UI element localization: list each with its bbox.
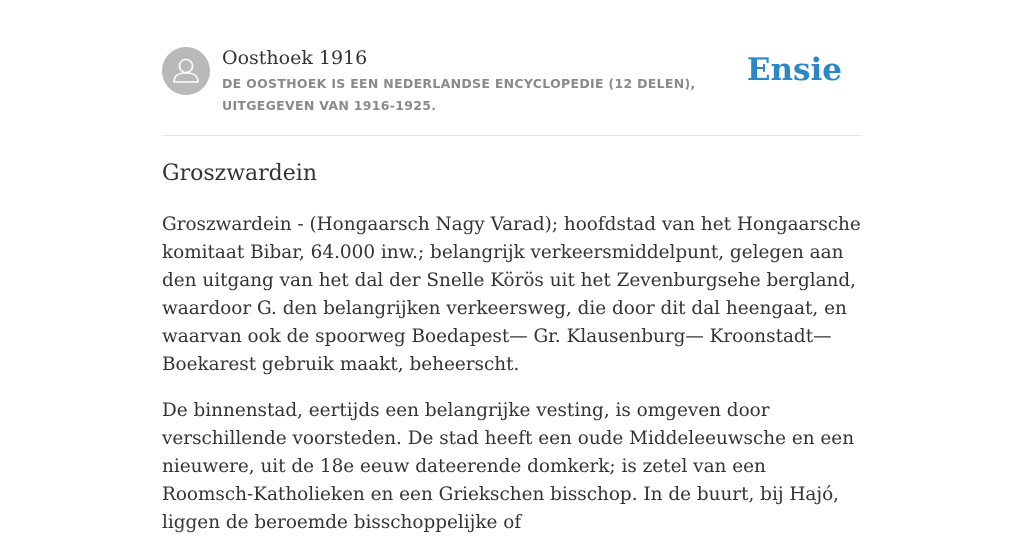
article-title: Groszwardein (162, 161, 317, 186)
article-paragraph-1: Groszwardein - (Hongaarsch Nagy Varad); hoofdstad van het Hongaarsche komitaat Bibar, 64.000 inw.; belangrijk verkeersmiddelpunt, gelegen aan den uitgang van het dal der Snelle Körös uit het Zevenburgsehe bergland, waardoor G. den belangrijken verkeersweg, die door dit dal heengaat, en waarvan ook de spoorweg Boedapest— Gr. Klausenburg— Kroonstadt— Boekarest gebruik maakt, beheerscht. (162, 214, 861, 375)
source-name[interactable]: Oosthoek 1916 (222, 47, 368, 69)
avatar (162, 47, 210, 95)
article (162, 158, 862, 555)
source-description: DE OOSTHOEK IS EEN NEDERLANDSE ENCYCLOPEDIE (12 DELEN), UITGEGEVEN VAN 1916-1925. (222, 76, 696, 113)
ensie-logo-link[interactable]: Ensie (746, 52, 842, 88)
user-icon (162, 47, 210, 95)
article-paragraph-2: De binnenstad, eertijds een belangrijke vesting, is omgeven door verschillende voorsteden. De stad heeft een oude Middeleeuwsche en een nieuwere, uit de 18e eeuw dateerende domkerk; is zetel van een Roomsch-Katholieken en een Griekschen bisschop. In de buurt, bij Hajó, liggen de beroemde bisschoppelijke of (162, 400, 855, 533)
source-info (222, 46, 762, 117)
source-header (162, 44, 862, 136)
